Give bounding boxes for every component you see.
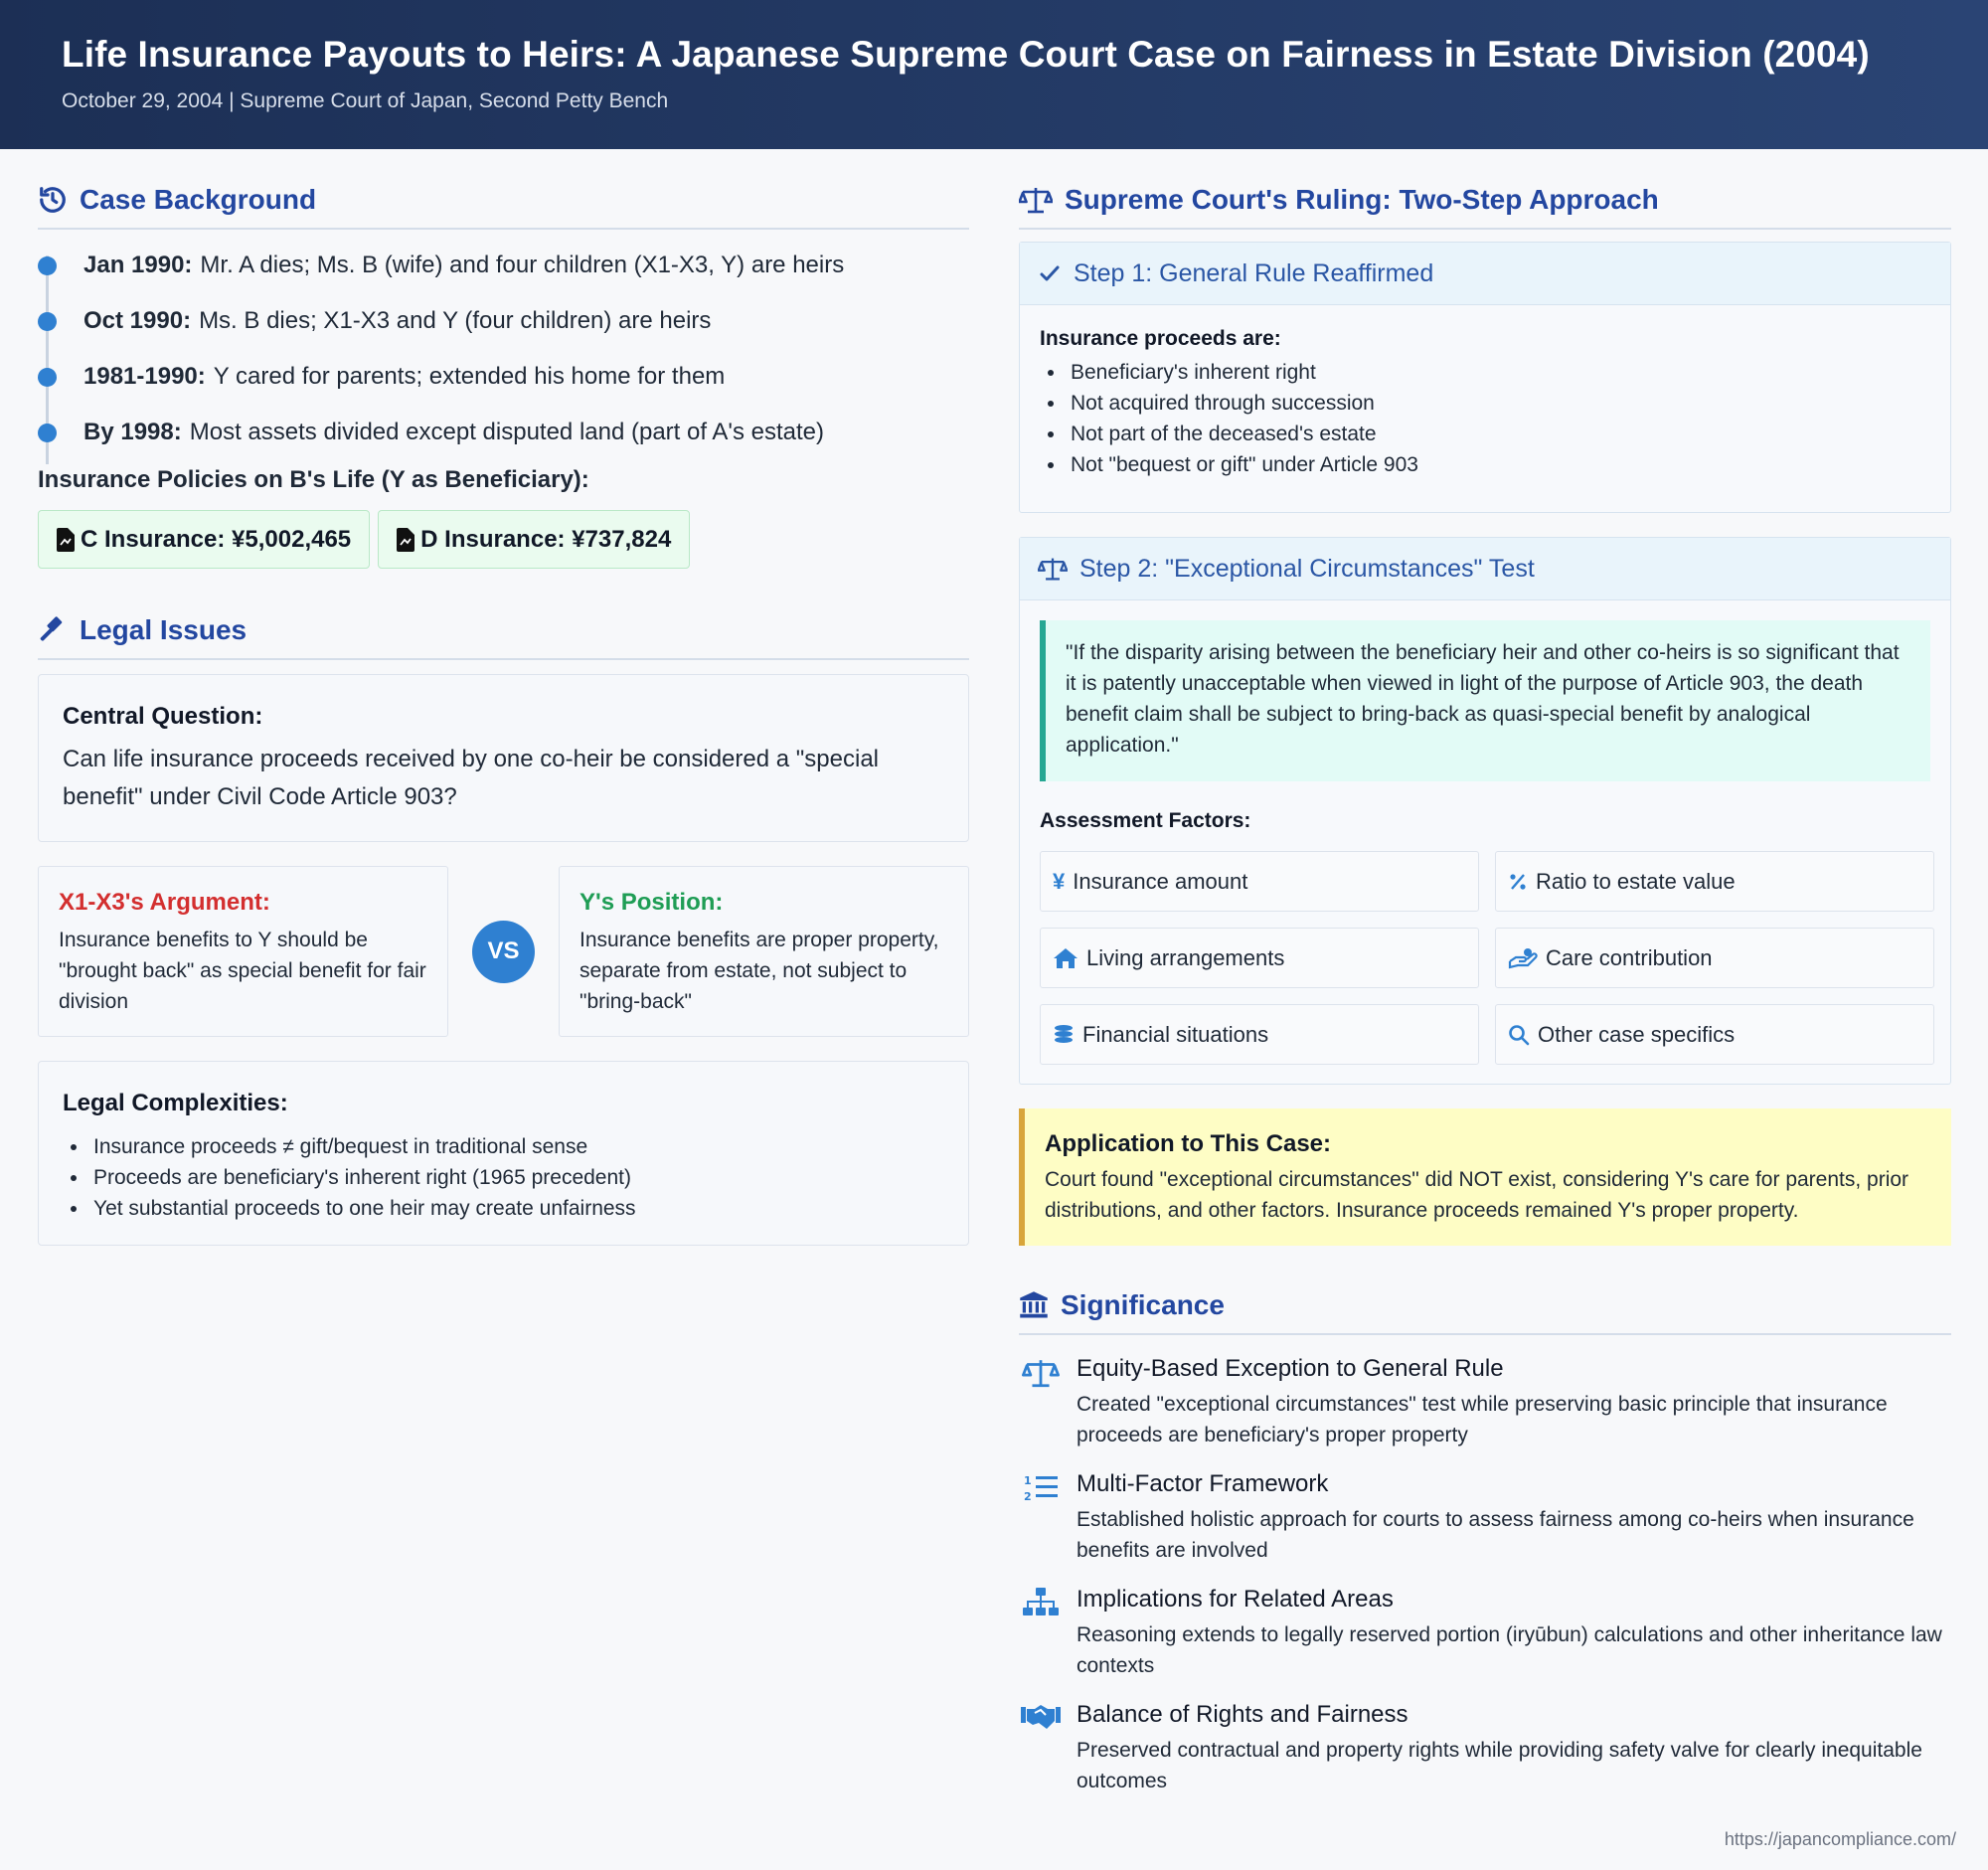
factor-label: Care contribution [1546, 944, 1713, 970]
significance-item [1019, 1586, 1951, 1681]
timeline-dot [38, 424, 57, 442]
y-position-title: Y's Position: [580, 889, 724, 916]
svg-text:1: 1 [1024, 1474, 1032, 1487]
factor-item [1495, 928, 1934, 988]
list-item: Not acquired through succession [1040, 388, 1930, 419]
gavel-icon [38, 615, 68, 645]
history-icon [38, 185, 68, 215]
page-header [0, 0, 1988, 149]
step1-body [1020, 305, 1950, 512]
factors-grid [1040, 851, 1930, 1065]
step1-list [1040, 357, 1930, 480]
step1-card [1019, 242, 1951, 513]
timeline-text: Mr. A dies; Ms. B (wife) and four children (X1-X3, Y) are heirs [200, 252, 845, 278]
legal-complexities-card [38, 1061, 969, 1246]
policy-label: D Insurance: ¥737,824 [420, 525, 672, 553]
significance-item-title: Equity-Based Exception to General Rule [1077, 1355, 1504, 1382]
x-argument-card [38, 866, 448, 1037]
factor-item [1040, 928, 1479, 988]
factor-item [1040, 1004, 1479, 1065]
list-item: Not part of the deceased's estate [1040, 419, 1930, 449]
step1-title: Step 1: General Rule Reaffirmed [1074, 258, 1434, 287]
significance-heading [1019, 1289, 1951, 1335]
policy-label: C Insurance: ¥5,002,465 [81, 525, 352, 553]
arguments-row [38, 866, 969, 1037]
court-quote: "If the disparity arising between the beneficiary heir and other co-heirs is so significant that it is patently unacceptable when viewed in light of the purpose of Article 903, the death benefit claim shall be subject to bring-back as quasi-special benefit by analogical application." [1040, 620, 1930, 781]
factor-item [1495, 1004, 1934, 1065]
check-icon [1038, 261, 1062, 285]
significance-item [1019, 1701, 1951, 1796]
application-text: Court found "exceptional circumstances" did NOT exist, considering Y's care for parents, prior distributions, and other factors. Insurance proceeds remained Y's proper property. [1045, 1168, 1909, 1222]
right-column [1019, 184, 1951, 1796]
vs-wrapper [448, 921, 559, 983]
scale-icon [1038, 556, 1068, 582]
percent-icon [1508, 872, 1528, 892]
list-item: Proceeds are beneficiary's inherent right (1965 precedent) [63, 1162, 944, 1193]
factor-label: Financial situations [1082, 1021, 1269, 1047]
footer-url: https://japancompliance.com/ [1724, 1829, 1956, 1849]
significance-item [1019, 1355, 1951, 1450]
central-question-title: Central Question: [63, 703, 263, 730]
application-box [1019, 1108, 1951, 1246]
timeline [38, 238, 969, 460]
timeline-dot [38, 368, 57, 387]
timeline-date: Oct 1990: [83, 307, 192, 334]
y-position-card [559, 866, 969, 1037]
vs-badge: VS [472, 921, 535, 983]
ruling-heading [1019, 184, 1951, 230]
factor-label: Other case specifics [1538, 1021, 1736, 1047]
svg-text:2: 2 [1024, 1490, 1032, 1502]
x-argument-title: X1-X3's Argument: [59, 889, 270, 916]
significance-item-text: Established holistic approach for courts to assess fairness among co-heirs when insurance benefits are involved [1077, 1508, 1914, 1562]
x-argument-text: Insurance benefits to Y should be "brought back" as special benefit for fair division [59, 929, 426, 1013]
factor-item [1495, 851, 1934, 912]
list-item: Not "bequest or gift" under Article 903 [1040, 449, 1930, 480]
document-icon [57, 528, 75, 552]
legal-issues-title: Legal Issues [80, 614, 248, 645]
list-item: Insurance proceeds ≠ gift/bequest in traditional sense [63, 1131, 944, 1162]
y-position-text: Insurance benefits are proper property, separate from estate, not subject to "bring-back" [580, 929, 939, 1013]
timeline-item [38, 349, 969, 405]
step2-body [1020, 600, 1950, 1084]
significance-item [1019, 1470, 1951, 1566]
significance-item-title: Implications for Related Areas [1077, 1586, 1394, 1613]
page-subtitle: October 29, 2004 | Supreme Court of Japan, Second Petty Bench [62, 89, 669, 112]
list-item: Yet substantial proceeds to one heir may create unfairness [63, 1193, 944, 1224]
timeline-dot [38, 312, 57, 331]
timeline-text: Most assets divided except disputed land (part of A's estate) [189, 419, 824, 445]
hand-holding-icon [1508, 947, 1538, 969]
factors-label: Assessment Factors: [1040, 809, 1251, 832]
step2-title: Step 2: "Exceptional Circumstances" Test [1079, 554, 1535, 583]
timeline-item [38, 238, 969, 293]
left-column [38, 184, 969, 1246]
numbered-list-icon [1024, 1472, 1058, 1502]
timeline-date: Jan 1990: [83, 252, 193, 278]
yen-icon: ¥ [1053, 868, 1066, 894]
significance-item-title: Balance of Rights and Fairness [1077, 1701, 1408, 1728]
handshake-icon [1021, 1703, 1061, 1731]
ruling-title: Supreme Court's Ruling: Two-Step Approach [1065, 184, 1659, 215]
factor-label: Ratio to estate value [1536, 868, 1736, 894]
timeline-date: By 1998: [83, 419, 182, 445]
legal-issues-heading [38, 614, 969, 660]
landmark-icon [1019, 1290, 1049, 1320]
scale-icon [1022, 1357, 1060, 1389]
case-background-heading [38, 184, 969, 230]
application-title: Application to This Case: [1045, 1130, 1332, 1157]
scale-icon [1019, 185, 1053, 215]
page-title: Life Insurance Payouts to Heirs: A Japanese Supreme Court Case on Fairness in Estate Division (2004) [62, 34, 1870, 75]
step1-header [1020, 243, 1950, 305]
timeline-item [38, 293, 969, 349]
complexities-list [63, 1131, 944, 1224]
legal-complexities-title: Legal Complexities: [63, 1090, 288, 1116]
policy-badges [38, 510, 969, 569]
significance-item-text: Created "exceptional circumstances" test while preserving basic principle that insurance proceeds are beneficiary's proper property [1077, 1393, 1888, 1446]
central-question-text: Can life insurance proceeds received by one co-heir be considered a "special benefit" under Civil Code Article 903? [63, 746, 879, 810]
timeline-text: Y cared for parents; extended his home for them [213, 363, 726, 390]
policies-title: Insurance Policies on B's Life (Y as Beneficiary): [38, 466, 589, 493]
case-background-title: Case Background [80, 184, 317, 215]
significance-title: Significance [1061, 1289, 1225, 1320]
list-item: Beneficiary's inherent right [1040, 357, 1930, 388]
policy-badge [378, 510, 690, 569]
step2-card [1019, 537, 1951, 1085]
central-question-card [38, 674, 969, 842]
significance-item-title: Multi-Factor Framework [1077, 1470, 1329, 1497]
factor-label: Living arrangements [1086, 944, 1285, 970]
sitemap-icon [1023, 1588, 1059, 1617]
significance-item-text: Preserved contractual and property rights while providing safety valve for clearly inequitable outcomes [1077, 1739, 1922, 1792]
timeline-date: 1981-1990: [83, 363, 206, 390]
document-icon [397, 528, 414, 552]
coins-icon [1053, 1024, 1075, 1046]
significance-item-text: Reasoning extends to legally reserved portion (iryūbun) calculations and other inheritance law contexts [1077, 1623, 1942, 1677]
policy-badge [38, 510, 370, 569]
factor-label: Insurance amount [1073, 868, 1248, 894]
house-icon [1053, 947, 1078, 969]
search-icon [1508, 1024, 1530, 1046]
step2-header [1020, 538, 1950, 600]
timeline-text: Ms. B dies; X1-X3 and Y (four children) are heirs [199, 307, 712, 334]
timeline-item [38, 405, 969, 460]
timeline-dot [38, 256, 57, 275]
step1-label: Insurance proceeds are: [1040, 327, 1281, 350]
factor-item [1040, 851, 1479, 912]
